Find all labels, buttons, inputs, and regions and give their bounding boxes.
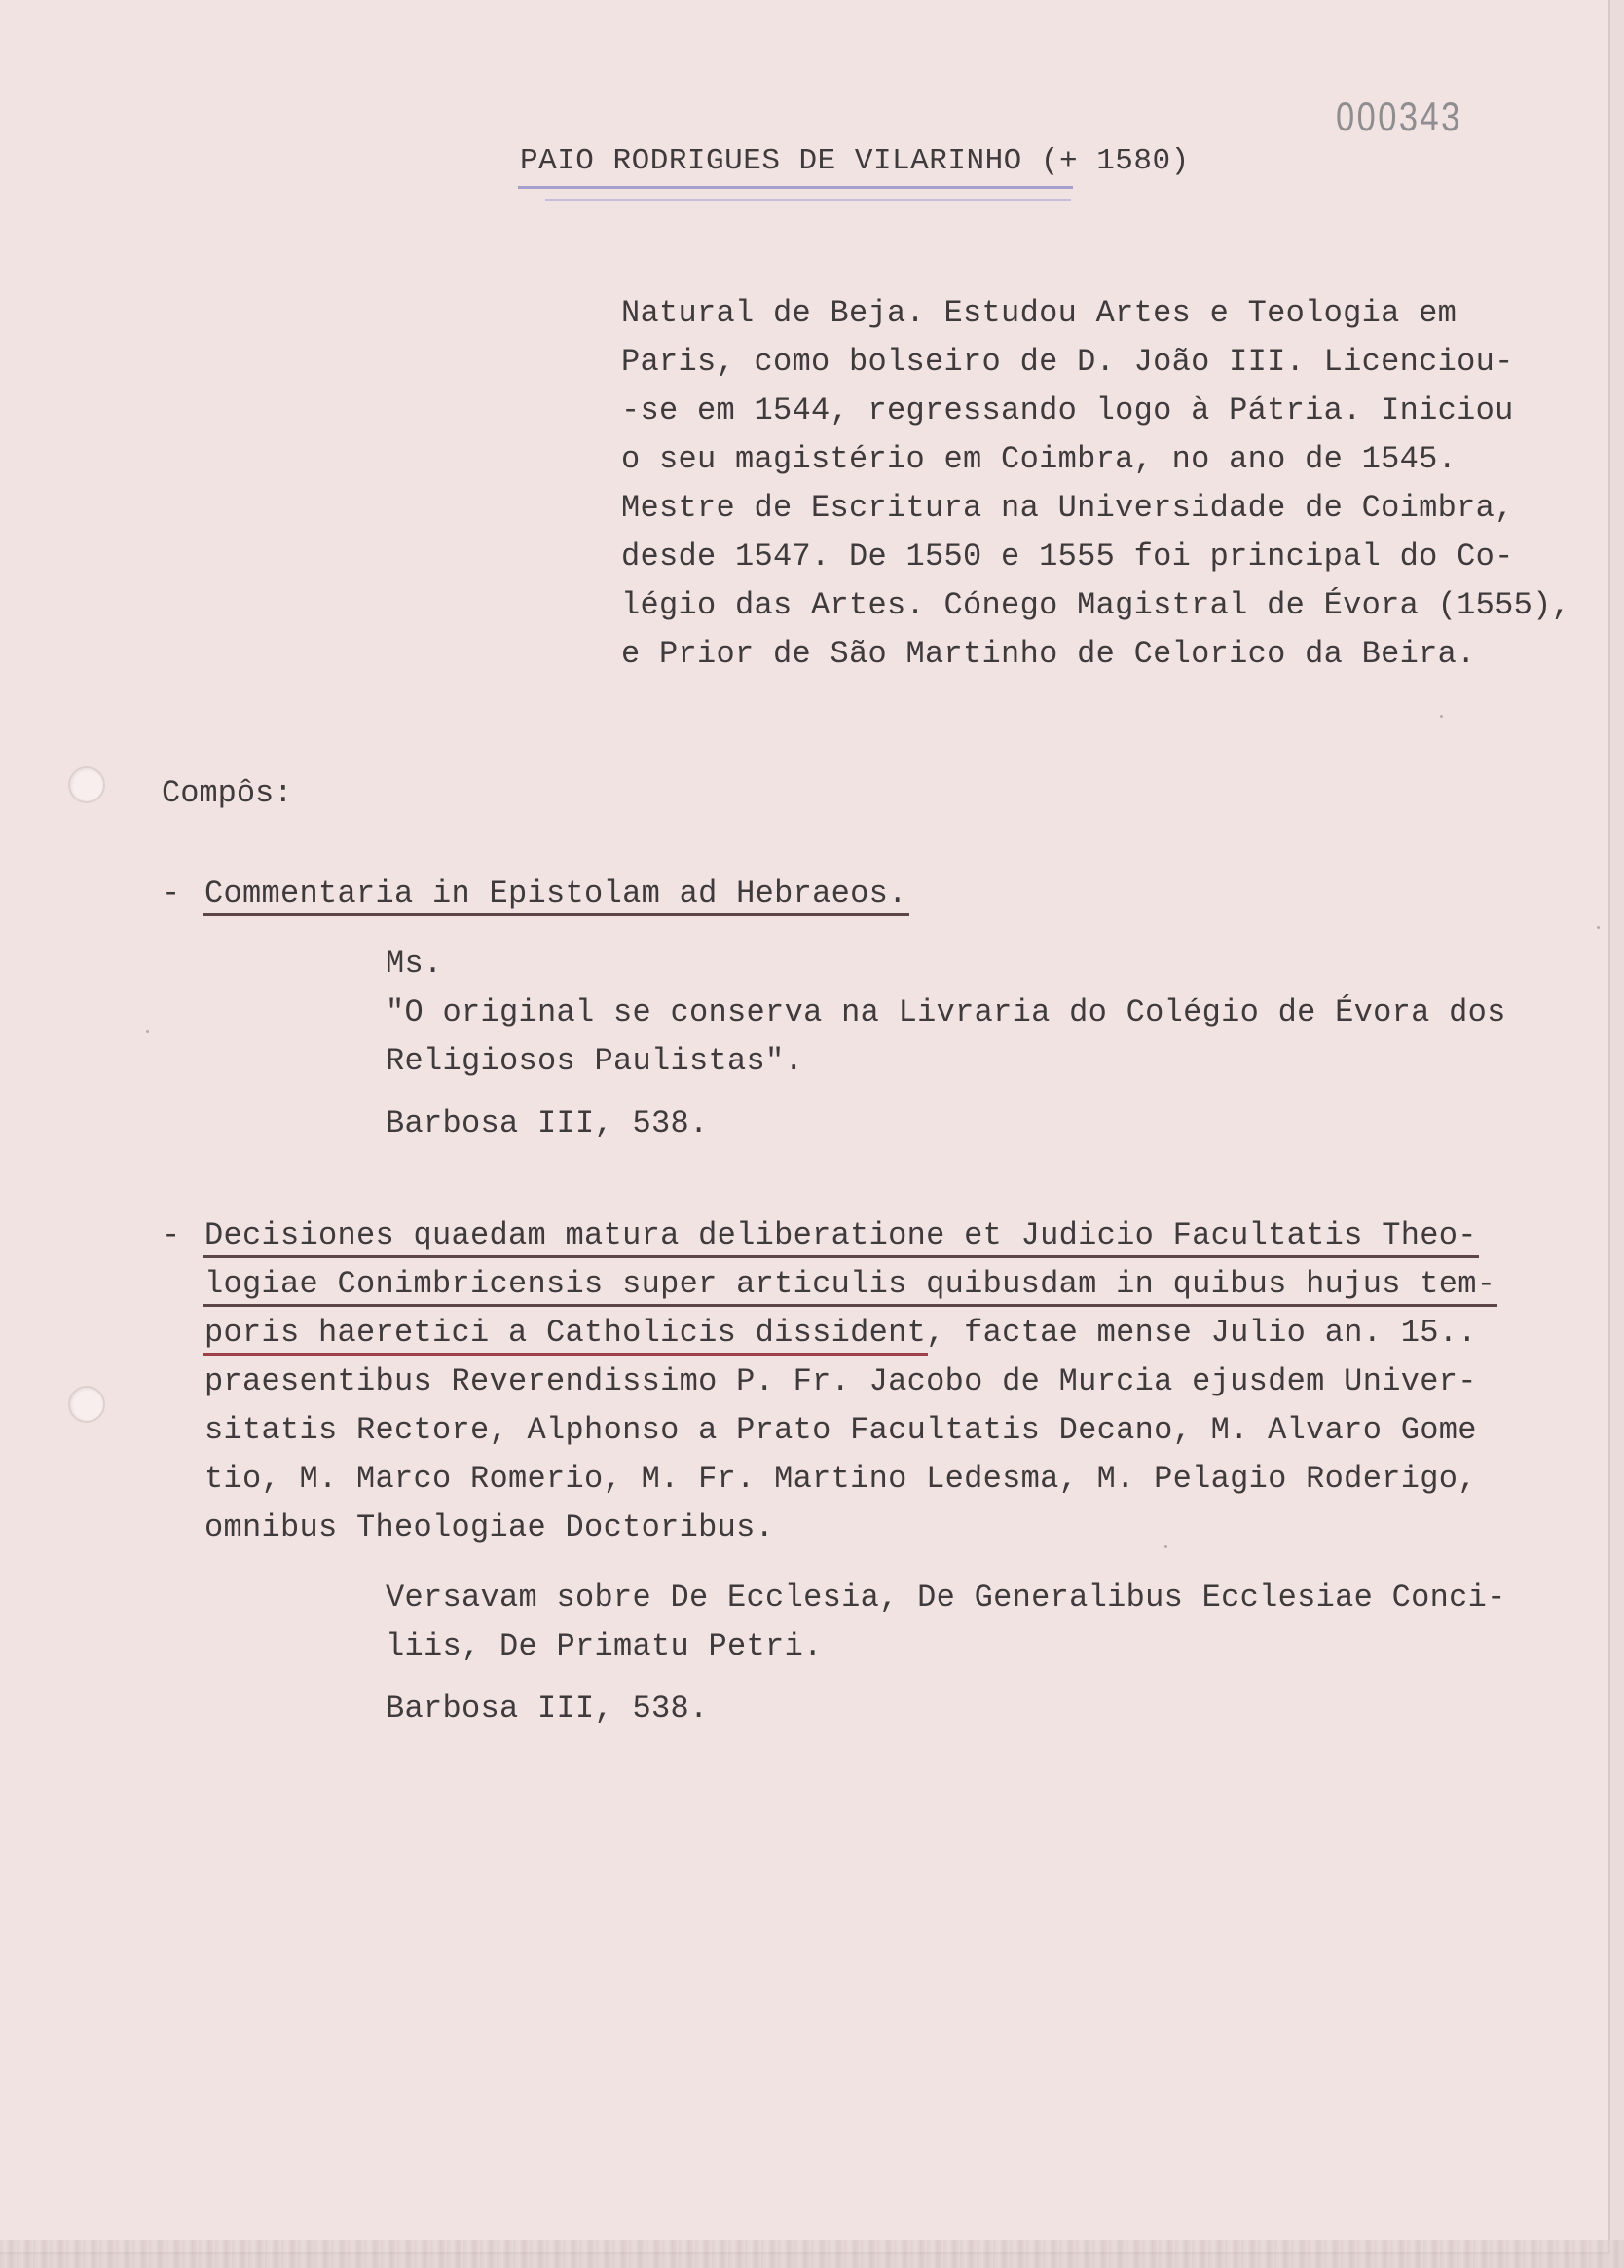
- work-desc-line: sitatis Rectore, Alphonso a Prato Facultatis Decano, M. Alvaro Gome: [204, 1412, 1477, 1448]
- paper-speck: [1164, 1545, 1167, 1548]
- work-title: Commentaria in Epistolam ad Hebraeos.: [204, 870, 907, 918]
- work-title-line: [204, 1260, 1603, 1309]
- work-entry-2: [162, 1211, 1603, 1733]
- work-title-line: [204, 1309, 1603, 1357]
- note-citation: Barbosa III, 538.: [386, 1691, 709, 1727]
- title-underline-second: [545, 199, 1071, 201]
- scan-edge: [0, 2240, 1624, 2268]
- work-desc-line: praesentibus Reverendissimo P. Fr. Jacobo de Murcia ejusdem Univer-: [204, 1363, 1477, 1399]
- work-title-part: logiae Conimbricensis super articulis quibusdam in quibus hujus tem-: [204, 1260, 1495, 1309]
- bio-line: e Prior de São Martinho de Celorico da Beira.: [621, 636, 1476, 672]
- bio-line: o seu magistério em Coimbra, no ano de 1545.: [621, 441, 1458, 477]
- bio-line: Paris, como bolseiro de D. João III. Licenciou-: [621, 344, 1514, 380]
- note-line: liis, De Primatu Petri.: [386, 1628, 823, 1664]
- page-title: PAIO RODRIGUES DE VILARINHO (+ 1580): [520, 144, 1190, 178]
- note-line: Versavam sobre De Ecclesia, De Generalibus Ecclesiae Conci-: [386, 1580, 1506, 1616]
- biography-paragraph: [621, 289, 1595, 679]
- note-citation: Barbosa III, 538.: [386, 1105, 709, 1141]
- work-title-tail: , factae mense Julio an. 15..: [926, 1315, 1477, 1351]
- title-underline: [518, 186, 1073, 189]
- paper-speck: [1597, 926, 1600, 929]
- work-title-line: [204, 1211, 1603, 1260]
- work-title-part: poris haeretici a Catholicis dissident: [204, 1309, 926, 1357]
- work-entry-1: [162, 870, 1603, 1148]
- bio-line: -se em 1544, regressando logo à Pátria. Iniciou: [621, 392, 1514, 428]
- bio-line: légio das Artes. Cónego Magistral de Évora (1555),: [621, 587, 1571, 623]
- work-desc-line: omnibus Theologiae Doctoribus.: [204, 1509, 775, 1545]
- paper-speck: [1440, 715, 1443, 718]
- punch-hole: [68, 766, 105, 803]
- composes-label: Compôs:: [162, 775, 293, 811]
- work-title-part: Decisiones quaedam matura deliberatione et Judicio Facultatis Theo-: [204, 1211, 1477, 1260]
- archive-number-stamp: 000343: [1336, 93, 1462, 139]
- bio-line: Mestre de Escritura na Universidade de Coimbra,: [621, 490, 1514, 526]
- work-title-line: [204, 870, 1603, 918]
- note-line: Religiosos Paulistas".: [386, 1043, 804, 1079]
- punch-hole: [68, 1386, 105, 1423]
- note-line: "O original se conserva na Livraria do Colégio de Évora dos: [386, 994, 1506, 1030]
- list-dash: -: [162, 875, 181, 911]
- paper-speck: [146, 1030, 149, 1033]
- bio-line: desde 1547. De 1550 e 1555 foi principal do Co-: [621, 539, 1514, 575]
- work-desc-line: tio, M. Marco Romerio, M. Fr. Martino Ledesma, M. Pelagio Roderigo,: [204, 1461, 1477, 1497]
- list-dash: -: [162, 1217, 181, 1253]
- note-line: Ms.: [386, 946, 443, 982]
- bio-line: Natural de Beja. Estudou Artes e Teologia em: [621, 295, 1458, 331]
